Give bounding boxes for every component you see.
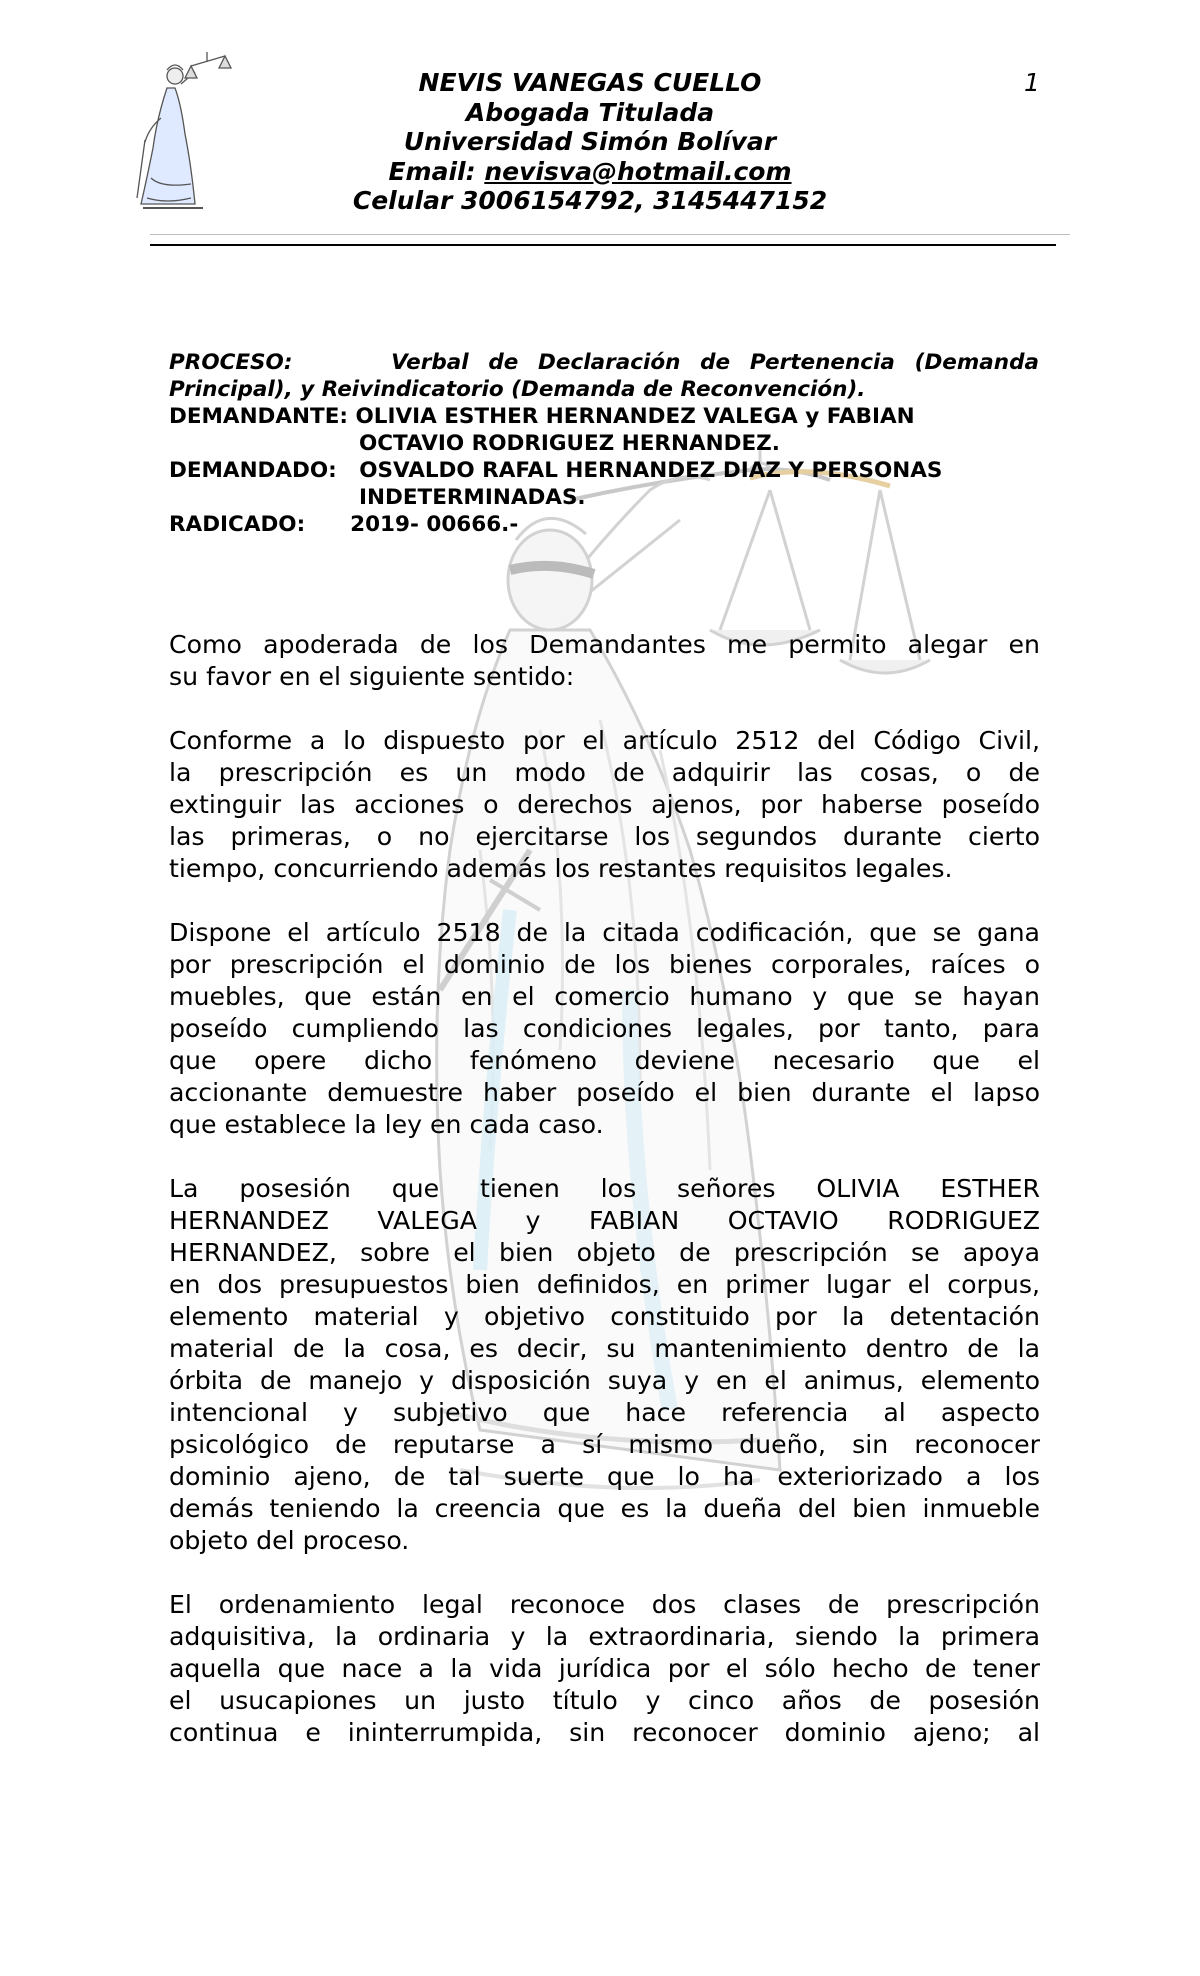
demandado-value-2: INDETERMINADAS. xyxy=(359,485,586,510)
header-divider xyxy=(150,244,1056,246)
paragraph-line: Dispone el artículo 2518 de la citada codificación, que se gana xyxy=(169,918,1040,947)
proceso-label: PROCESO: xyxy=(169,350,293,375)
email-line xyxy=(290,157,890,187)
paragraph-line: accionante demuestre haber poseído el bien durante el lapso xyxy=(169,1078,1040,1107)
demandado-line-1 xyxy=(169,457,1039,484)
case-info xyxy=(169,349,1039,538)
paragraph-line: continua e ininterrumpida, sin reconocer dominio ajeno; al xyxy=(169,1718,1040,1747)
radicado-label: RADICADO: xyxy=(169,512,306,537)
phone-line: Celular 3006154792, 3145447152 xyxy=(352,186,828,215)
demandado-label: DEMANDADO: xyxy=(169,458,337,483)
header-divider-thin xyxy=(150,234,1070,235)
paragraph-line: Conforme a lo dispuesto por el artículo 2512 del Código Civil, xyxy=(169,726,1040,755)
paragraph-line: material de la cosa, es decir, su mantenimiento dentro de la xyxy=(169,1334,1040,1363)
demandado-value-1: OSVALDO RAFAL HERNANDEZ DIAZ Y PERSONAS xyxy=(359,458,943,483)
paragraph-line: intencional y subjetivo que hace referencia al aspecto xyxy=(169,1398,1040,1427)
paragraph-line: adquisitiva, la ordinaria y la extraordinaria, siendo la primera xyxy=(169,1622,1040,1651)
paragraph-line: tiempo, concurriendo además los restantes requisitos legales. xyxy=(169,854,953,883)
body-paragraph xyxy=(169,1173,1040,1557)
proceso-value-2: Principal), y Reivindicatorio (Demanda de Reconvención). xyxy=(169,377,866,402)
page-number: 1 xyxy=(1024,68,1040,97)
radicado-line xyxy=(169,511,1039,538)
body-paragraph xyxy=(169,629,1040,693)
paragraph-line: por prescripción el dominio de los bienes corporales, raíces o xyxy=(169,950,1040,979)
paragraph-line: extinguir las acciones o derechos ajenos, por haberse poseído xyxy=(169,790,1040,819)
demandante-value-1: OLIVIA ESTHER HERNANDEZ VALEGA y FABIAN xyxy=(355,404,915,429)
body-paragraph xyxy=(169,917,1040,1141)
radicado-value: 2019- 00666.- xyxy=(350,512,519,537)
paragraph-line: objeto del proceso. xyxy=(169,1526,410,1555)
demandante-line-1 xyxy=(169,403,1039,430)
email-label: Email: xyxy=(388,156,485,186)
proceso-line-1 xyxy=(169,349,1039,376)
lawyer-university: Universidad Simón Bolívar xyxy=(403,127,777,156)
letterhead xyxy=(290,68,890,216)
paragraph-line: psicológico de reputarse a sí mismo dueño, sin reconocer xyxy=(169,1430,1040,1459)
paragraph-line: que opere dicho fenómeno deviene necesario que el xyxy=(169,1046,1040,1075)
paragraph-line: poseído cumpliendo las condiciones legales, por tanto, para xyxy=(169,1014,1040,1043)
paragraph-line: demás teniendo la creencia que es la dueña del bien inmueble xyxy=(169,1494,1040,1523)
document-body xyxy=(169,629,1040,1781)
email-link[interactable]: nevisva@hotmail.com xyxy=(484,156,792,186)
demandante-value-2: OCTAVIO RODRIGUEZ HERNANDEZ. xyxy=(359,431,780,456)
paragraph-line: en dos presupuestos bien definidos, en primer lugar el corpus, xyxy=(169,1270,1040,1299)
paragraph-line: que establece la ley en cada caso. xyxy=(169,1110,604,1139)
paragraph-line: elemento material y objetivo constituido por la detentación xyxy=(169,1302,1040,1331)
paragraph-line: órbita de manejo y disposición suya y en el animus, elemento xyxy=(169,1366,1040,1395)
body-paragraph xyxy=(169,1589,1040,1749)
lawyer-title: Abogada Titulada xyxy=(465,97,715,127)
paragraph-line: dominio ajeno, de tal suerte que lo ha exteriorizado a los xyxy=(169,1462,1040,1491)
paragraph-line: el usucapiones un justo título y cinco años de posesión xyxy=(169,1686,1040,1715)
paragraph-line: El ordenamiento legal reconoce dos clases de prescripción xyxy=(169,1590,1040,1619)
paragraph-line: aquella que nace a la vida jurídica por el sólo hecho de tener xyxy=(169,1654,1040,1683)
body-paragraph xyxy=(169,725,1040,885)
paragraph-line: HERNANDEZ VALEGA y FABIAN OCTAVIO RODRIGUEZ xyxy=(169,1206,1040,1235)
paragraph-line: muebles, que están en el comercio humano y que se hayan xyxy=(169,982,1040,1011)
paragraph-line: Como apoderada de los Demandantes me permito alegar en xyxy=(169,630,1040,659)
lawyer-name: NEVIS VANEGAS CUELLO xyxy=(418,68,762,97)
proceso-value-1: Verbal de Declaración de Pertenencia (Demanda xyxy=(391,350,1039,375)
paragraph-line: HERNANDEZ, sobre el bien objeto de prescripción se apoya xyxy=(169,1238,1040,1267)
lady-justice-logo xyxy=(133,48,241,220)
demandante-label: DEMANDANTE: xyxy=(169,404,348,429)
paragraph-line: La posesión que tienen los señores OLIVIA ESTHER xyxy=(169,1174,1040,1203)
paragraph-line: las primeras, o no ejercitarse los segundos durante cierto xyxy=(169,822,1040,851)
paragraph-line: la prescripción es un modo de adquirir las cosas, o de xyxy=(169,758,1040,787)
paragraph-line: su favor en el siguiente sentido: xyxy=(169,662,575,691)
